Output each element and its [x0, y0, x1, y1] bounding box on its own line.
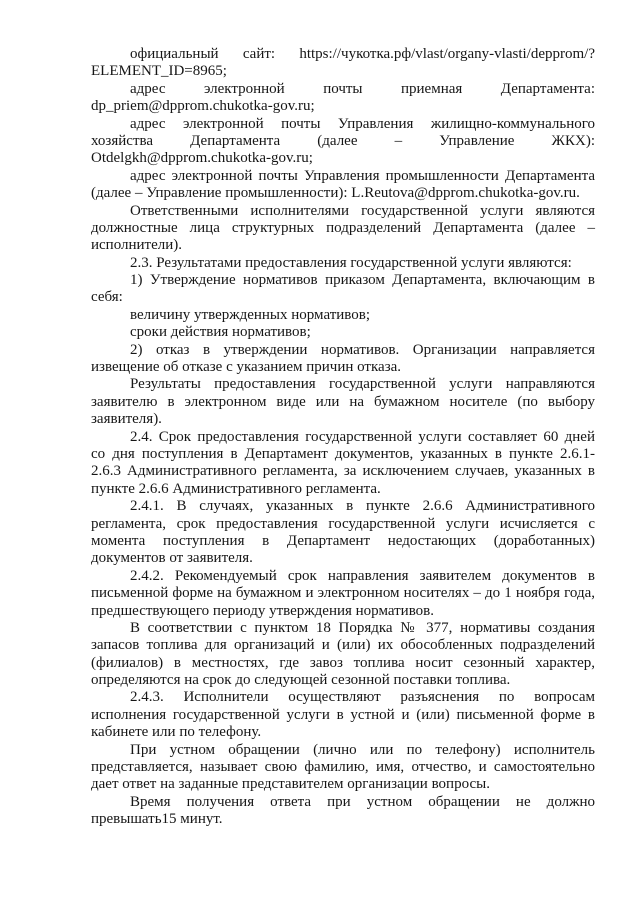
- text-line: 2.4.2. Рекомендуемый срок направления заявителем документов в: [130, 567, 595, 584]
- order-377-paragraph: [91, 620, 595, 690]
- text-line: 2.4. Срок предоставления государственной услуги составляет 60 дней: [130, 428, 595, 445]
- text-line: ELEMENT_ID=8965;: [91, 63, 227, 80]
- result-refusal-paragraph: [91, 342, 595, 377]
- text-line: При устном обращении (лично или по телефону) исполнитель: [130, 741, 595, 758]
- section-2-4-1-paragraph: [91, 498, 595, 568]
- text-line: документов от заявителя.: [91, 550, 253, 567]
- oral-request-paragraph: [91, 742, 595, 794]
- text-line: исполнители).: [91, 237, 183, 254]
- document-body: [91, 46, 595, 829]
- text-line: 2.4.3. Исполнители осуществляют разъяснения по вопросам: [130, 689, 595, 706]
- text-line: пункте 2.6.6 Административного регламента.: [91, 480, 381, 497]
- text-line: dp_priem@dpprom.chukotka-gov.ru;: [91, 98, 315, 115]
- text-line: регламента, срок предоставления государственной услуги исчисляется с: [91, 515, 595, 532]
- section-2-4-3-paragraph: [91, 689, 595, 741]
- text-line: хозяйства Департамента (далее – Управление ЖКХ):: [91, 132, 595, 149]
- text-line: извещение об отказе с указанием причин отказа.: [91, 359, 402, 376]
- result-norm-values-item: [91, 307, 595, 324]
- text-line: определяются на срок до следующей сезонной поставки топлива.: [91, 672, 511, 689]
- text-line: Otdelgkh@dpprom.chukotka-gov.ru;: [91, 150, 313, 167]
- text-line: сроки действия нормативов;: [130, 324, 311, 341]
- text-line: заявителю в электронном виде или на бумажном носителе (по выбору: [91, 393, 595, 410]
- text-line: заявителя).: [91, 411, 162, 428]
- text-line: 1) Утверждение нормативов приказом Департамента, включающим в: [130, 272, 595, 289]
- text-line: 2.4.1. В случаях, указанных в пункте 2.6.6 Административного: [130, 498, 595, 515]
- text-line: кабинете или по телефону.: [91, 724, 262, 741]
- section-2-4-paragraph: [91, 429, 595, 499]
- responsible-executors-paragraph: [91, 203, 595, 255]
- text-line: официальный сайт: https://чукотка.рф/vlast/organy-vlasti/depprom/?: [130, 46, 595, 62]
- text-line: запасов топлива для организаций и (или) их обособленных подразделений: [91, 637, 595, 654]
- text-line: адрес электронной почты Управления жилищно-коммунального: [130, 115, 595, 132]
- result-approval-paragraph: [91, 272, 595, 307]
- text-line: должностные лица структурных подразделений Департамента (далее –: [91, 219, 595, 236]
- text-line: 2) отказ в утверждении нормативов. Организации направляется: [130, 341, 595, 358]
- text-line: дает ответ на заданные представителем организации вопросы.: [91, 776, 490, 793]
- text-line: (филиалов) в местностях, где завоз топлива носит сезонный характер,: [91, 654, 595, 671]
- text-line: адрес электронной почты приемная Департамента:: [130, 80, 595, 97]
- result-validity-item: [91, 324, 595, 341]
- text-line: В соответствии с пунктом 18 Порядка № 377, нормативы создания: [130, 619, 595, 636]
- text-line: себя:: [91, 289, 123, 306]
- text-line: величину утвержденных нормативов;: [130, 306, 371, 323]
- text-line: представляется, называет свою фамилию, имя, отчество, и самостоятельно: [91, 759, 595, 776]
- text-line: письменной форме на бумажном и электронном носителях – до 1 ноября года,: [91, 585, 595, 602]
- text-line: момента поступления в Департамент недостающих (доработанных): [91, 532, 595, 549]
- text-line: Время получения ответа при устном обращении не должно: [130, 793, 595, 810]
- result-delivery-paragraph: [91, 376, 595, 428]
- text-line: 2.6.3 Административного регламента, за исключением случаев, указанных в: [91, 463, 595, 480]
- text-line: Результаты предоставления государственной услуги направляются: [130, 376, 595, 393]
- response-time-paragraph: [91, 794, 595, 829]
- text-line: со дня поступления в Департамент документов, указанных в пункте 2.6.1-: [91, 445, 595, 462]
- industry-dept-email-paragraph: [91, 168, 595, 203]
- section-2-4-2-paragraph: [91, 568, 595, 620]
- text-line: предшествующего периоду утверждения нормативов.: [91, 602, 435, 619]
- text-line: адрес электронной почты Управления промышленности Департамента: [130, 167, 595, 184]
- housing-dept-email-paragraph: [91, 116, 595, 168]
- text-line: исполнения государственной услуги в устной и (или) письменной форме в: [91, 706, 595, 723]
- text-line: превышать15 минут.: [91, 811, 223, 828]
- reception-email-paragraph: [91, 81, 595, 116]
- text-line: Ответственными исполнителями государственной услуги являются: [130, 202, 595, 219]
- section-2-3-heading: [91, 255, 595, 272]
- text-line: 2.3. Результатами предоставления государственной услуги являются:: [130, 254, 572, 271]
- website-paragraph: [91, 46, 595, 81]
- text-line: (далее – Управление промышленности): L.Reutova@dpprom.chukotka-gov.ru.: [91, 185, 580, 202]
